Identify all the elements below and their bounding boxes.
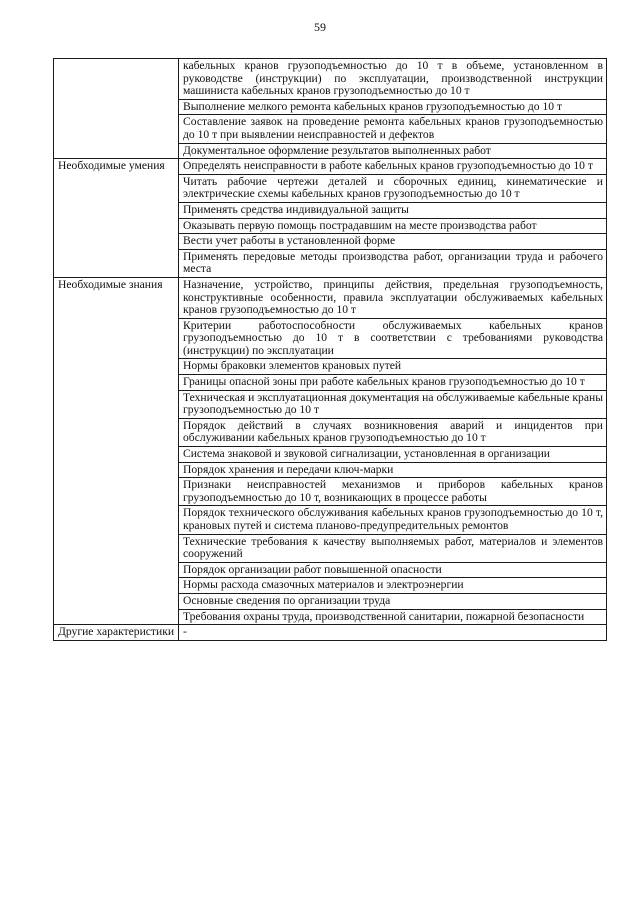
table-cell-item: Порядок организации работ повышенной опасности [179, 562, 607, 578]
requirements-table [53, 58, 607, 641]
table-cell-item: Применять передовые методы производства работ, организации труда и рабочего места [179, 249, 607, 277]
category-cell-knowledge: Необходимые знания [54, 277, 179, 624]
table-cell-item: Определять неисправности в работе кабельных кранов грузоподъемностью до 10 т [179, 159, 607, 175]
table-cell-item: Требования охраны труда, производственной санитарии, пожарной безопасности [179, 609, 607, 625]
table-cell-item: Документальное оформление результатов выполненных работ [179, 143, 607, 159]
table-cell-item: Порядок действий в случаях возникновения аварий и инцидентов при обслуживании кабельных кранов грузоподъемностью до 10 т [179, 418, 607, 446]
table-cell-item: Составление заявок на проведение ремонта кабельных кранов грузоподъемностью до 10 т при выявлении неисправностей и дефектов [179, 115, 607, 143]
table-cell-item: Границы опасной зоны при работе кабельных кранов грузоподъемностью до 10 т [179, 375, 607, 391]
table-cell-item: кабельных кранов грузоподъемностью до 10 т в объеме, установленном в руководстве (инструкции) по эксплуатации, производственной инструкции машиниста кабельных кранов грузоподъемностью до 10 т [179, 59, 607, 100]
table-cell-item: Нормы браковки элементов крановых путей [179, 359, 607, 375]
table-cell-item: Читать рабочие чертежи деталей и сборочных единиц, кинематические и электрические схемы кабельных кранов грузоподъемностью до 10 т [179, 174, 607, 202]
table-cell-item: Признаки неисправностей механизмов и приборов кабельных кранов грузоподъемностью до 10 т, возникающих в процессе работы [179, 478, 607, 506]
table-cell-item: Назначение, устройство, принципы действия, предельная грузоподъемность, конструктивные особенности, правила эксплуатации обслуживаемых кабельных кранов грузоподъемностью до 10 т [179, 277, 607, 318]
table-cell-item: Техническая и эксплуатационная документация на обслуживаемые кабельные краны грузоподъемностью до 10 т [179, 390, 607, 418]
table-cell-item: Порядок хранения и передачи ключ-марки [179, 462, 607, 478]
table-cell-item: Технические требования к качеству выполняемых работ, материалов и элементов сооружений [179, 534, 607, 562]
table-row [54, 59, 607, 100]
category-cell-skills: Необходимые умения [54, 159, 179, 278]
table-cell-item: Система знаковой и звуковой сигнализации, установленная в организации [179, 447, 607, 463]
table-cell-item: Критерии работоспособности обслуживаемых кабельных кранов грузоподъемностью до 10 т в соответствии с требованиями руководства (инструкции) по эксплуатации [179, 318, 607, 359]
category-cell-other: Другие характеристики [54, 625, 179, 641]
table-row [54, 159, 607, 175]
table-cell-item: Вести учет работы в установленной форме [179, 234, 607, 250]
table-cell-item: Основные сведения по организации труда [179, 593, 607, 609]
table-cell-item: Выполнение мелкого ремонта кабельных кранов грузоподъемностью до 10 т [179, 99, 607, 115]
table-row [54, 625, 607, 641]
table-row [54, 277, 607, 318]
page-number: 59 [314, 20, 326, 34]
table-cell-item: Применять средства индивидуальной защиты [179, 202, 607, 218]
table-cell-item: Оказывать первую помощь пострадавшим на месте производства работ [179, 218, 607, 234]
table-cell-item: Порядок технического обслуживания кабельных кранов грузоподъемностью до 10 т, крановых путей и система планово-предупредительных ремонтов [179, 506, 607, 534]
table-cell-item: Нормы расхода смазочных материалов и электроэнергии [179, 578, 607, 594]
table-cell-item: - [179, 625, 607, 641]
category-cell-continuation [54, 59, 179, 159]
